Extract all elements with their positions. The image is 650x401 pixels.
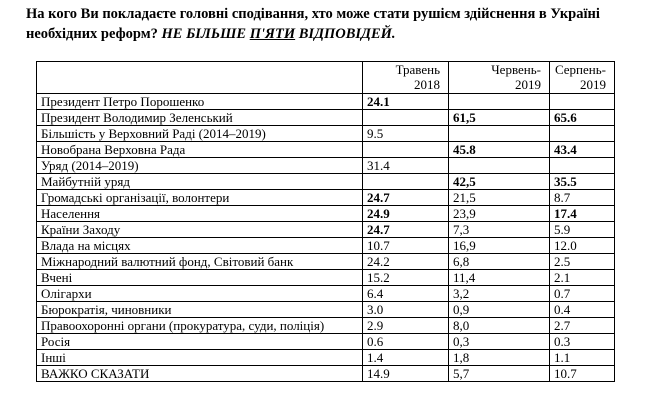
table-row	[37, 302, 615, 318]
row-label: Вчені	[37, 270, 363, 286]
table-row	[37, 174, 615, 190]
row-label: Новобрана Верховна Рада	[37, 142, 363, 158]
table-row	[37, 94, 615, 110]
row-value: 2.5	[550, 254, 615, 270]
row-label: Майбутній уряд	[37, 174, 363, 190]
header-may-2018-line1: Травень	[395, 62, 440, 77]
row-value: 42,5	[449, 174, 550, 190]
row-label: Населення	[37, 206, 363, 222]
table-row	[37, 334, 615, 350]
table-row	[37, 222, 615, 238]
row-value	[363, 110, 449, 126]
row-value: 0.6	[363, 334, 449, 350]
row-value: 9.5	[363, 126, 449, 142]
row-label: Олігархи	[37, 286, 363, 302]
row-value: 65.6	[550, 110, 615, 126]
row-value: 5,7	[449, 366, 550, 382]
row-label: Більшість у Верховний Раді (2014–2019)	[37, 126, 363, 142]
row-value: 61,5	[449, 110, 550, 126]
row-value: 5.9	[550, 222, 615, 238]
row-value: 8.7	[550, 190, 615, 206]
table-row	[37, 158, 615, 174]
row-value: 10.7	[363, 238, 449, 254]
question-instruction-underlined: П'ЯТИ	[249, 26, 296, 42]
table-row	[37, 126, 615, 142]
question-line-2	[26, 24, 636, 44]
table-row	[37, 142, 615, 158]
header-june-2019-line1: Червень-	[491, 62, 541, 77]
row-value: 6,8	[449, 254, 550, 270]
table-row	[37, 350, 615, 366]
row-value: 0.3	[550, 334, 615, 350]
row-value: 0,9	[449, 302, 550, 318]
row-value: 1,8	[449, 350, 550, 366]
row-label: ВАЖКО СКАЗАТИ	[37, 366, 363, 382]
row-value	[550, 158, 615, 174]
row-value: 2.7	[550, 318, 615, 334]
row-value: 24.9	[363, 206, 449, 222]
row-value: 24.1	[363, 94, 449, 110]
row-value: 17.4	[550, 206, 615, 222]
row-value: 12.0	[550, 238, 615, 254]
table-row	[37, 318, 615, 334]
header-august-2019-line1: Серпень-	[554, 62, 606, 77]
question-line-1: На кого Ви покладаєте головні сподівання, хто може стати рушієм здійснення в Україні	[26, 6, 600, 22]
header-august-2019	[550, 62, 615, 94]
row-value	[449, 158, 550, 174]
row-label: Міжнародний валютний фонд, Світовий банк	[37, 254, 363, 270]
header-may-2018-line2: 2018	[414, 77, 440, 92]
table-row	[37, 190, 615, 206]
row-value: 3,2	[449, 286, 550, 302]
table-row	[37, 238, 615, 254]
table-header-row	[37, 62, 615, 94]
row-value	[449, 94, 550, 110]
table-row	[37, 254, 615, 270]
row-value: 24.7	[363, 222, 449, 238]
row-value: 45.8	[449, 142, 550, 158]
row-value: 1.4	[363, 350, 449, 366]
survey-question	[26, 4, 636, 44]
header-june-2019-line2: 2019	[515, 77, 541, 92]
row-value: 8,0	[449, 318, 550, 334]
row-value: 35.5	[550, 174, 615, 190]
row-value: 0,3	[449, 334, 550, 350]
survey-results-table	[36, 61, 615, 382]
row-value	[550, 94, 615, 110]
question-instruction-b: ВІДПОВІДЕЙ.	[295, 26, 396, 42]
row-value: 21,5	[449, 190, 550, 206]
row-value: 7,3	[449, 222, 550, 238]
row-value	[363, 142, 449, 158]
header-empty-cell	[37, 62, 363, 94]
table-row	[37, 366, 615, 382]
row-value: 0.7	[550, 286, 615, 302]
question-line-2-plain: необхідних реформ?	[26, 26, 162, 42]
row-label: Бюрократія, чиновники	[37, 302, 363, 318]
row-value: 43.4	[550, 142, 615, 158]
row-value: 2.9	[363, 318, 449, 334]
row-value: 24.2	[363, 254, 449, 270]
row-label: Президент Володимир Зеленський	[37, 110, 363, 126]
header-august-2019-line2: 2019	[580, 77, 606, 92]
table-row	[37, 270, 615, 286]
table-row	[37, 286, 615, 302]
row-value: 31.4	[363, 158, 449, 174]
row-value: 16,9	[449, 238, 550, 254]
row-value: 14.9	[363, 366, 449, 382]
row-label: Росія	[37, 334, 363, 350]
question-instruction-a: НЕ БІЛЬШЕ	[161, 26, 250, 42]
row-value: 0.4	[550, 302, 615, 318]
row-value: 6.4	[363, 286, 449, 302]
row-label: Інші	[37, 350, 363, 366]
row-label: Країни Заходу	[37, 222, 363, 238]
row-value: 3.0	[363, 302, 449, 318]
row-label: Президент Петро Порошенко	[37, 94, 363, 110]
row-label: Правоохоронні органи (прокуратура, суди, поліція)	[37, 318, 363, 334]
row-value	[363, 174, 449, 190]
row-value: 24.7	[363, 190, 449, 206]
row-value: 1.1	[550, 350, 615, 366]
row-value	[449, 126, 550, 142]
row-value: 2.1	[550, 270, 615, 286]
row-value: 15.2	[363, 270, 449, 286]
row-value	[550, 126, 615, 142]
row-label: Громадські організації, волонтери	[37, 190, 363, 206]
table-row	[37, 206, 615, 222]
header-may-2018	[363, 62, 449, 94]
row-value: 23,9	[449, 206, 550, 222]
header-june-2019	[449, 62, 550, 94]
row-value: 11,4	[449, 270, 550, 286]
row-value: 10.7	[550, 366, 615, 382]
row-label: Влада на місцях	[37, 238, 363, 254]
row-label: Уряд (2014–2019)	[37, 158, 363, 174]
table-row	[37, 110, 615, 126]
